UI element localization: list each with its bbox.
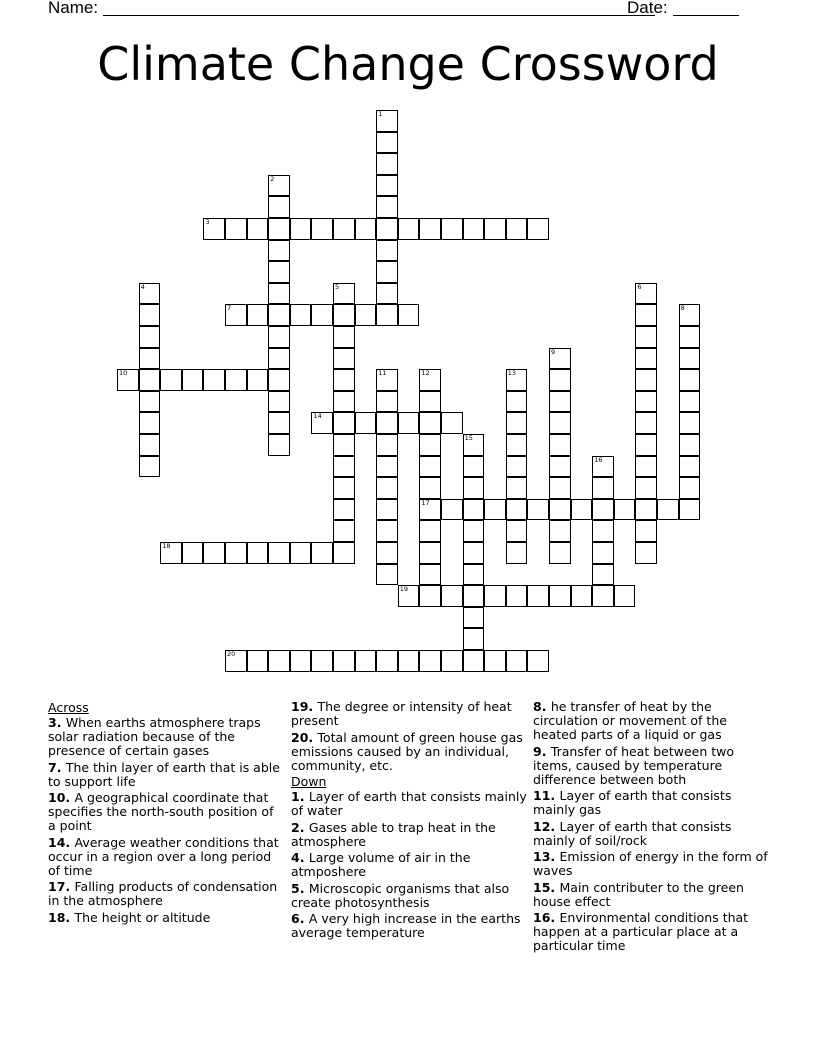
grid-cell[interactable]	[398, 650, 420, 672]
grid-cell[interactable]	[398, 585, 420, 607]
clue-number: 18	[162, 542, 171, 550]
grid-cell[interactable]	[268, 434, 290, 456]
grid-cell[interactable]	[679, 499, 701, 521]
grid-cell[interactable]	[527, 650, 549, 672]
clue-item-text: Transfer of heat between two items, caused by temperature difference between both	[533, 743, 735, 787]
grid-cell[interactable]	[268, 175, 290, 197]
grid-cell[interactable]	[635, 477, 657, 499]
clue-item-number: 19.	[291, 699, 318, 714]
grid-cell[interactable]	[419, 542, 441, 564]
grid-cell[interactable]	[679, 456, 701, 478]
grid-cell[interactable]	[376, 412, 398, 434]
page-title: Climate Change Crossword	[97, 37, 719, 91]
grid-cell[interactable]	[290, 304, 312, 326]
grid-cell[interactable]	[419, 564, 441, 586]
clue-item-number: 2.	[291, 819, 309, 835]
grid-cell[interactable]	[679, 434, 701, 456]
grid-cell[interactable]	[635, 348, 657, 370]
clue-item	[291, 912, 527, 940]
grid-cell[interactable]	[333, 477, 355, 499]
grid-cell[interactable]	[549, 585, 571, 607]
grid-cell[interactable]	[376, 175, 398, 197]
grid-cell[interactable]	[182, 369, 204, 391]
clue-item-number: 4.	[291, 850, 309, 865]
grid-cell[interactable]	[549, 412, 571, 434]
grid-cell[interactable]	[463, 564, 485, 586]
grid-cell[interactable]	[268, 369, 290, 391]
clue-item	[48, 761, 284, 789]
clue-item-number: 6.	[291, 911, 309, 926]
grid-cell[interactable]	[419, 650, 441, 672]
clue-item-text: Environmental conditions that happen at a particular place at a particular time	[533, 910, 749, 953]
grid-cell[interactable]	[333, 412, 355, 434]
clue-item	[291, 851, 527, 879]
grid-cell[interactable]	[225, 304, 247, 326]
clue-item-number: 7.	[48, 759, 66, 775]
grid-cell[interactable]	[333, 369, 355, 391]
grid-cell[interactable]	[203, 369, 225, 391]
grid-cell[interactable]	[484, 585, 506, 607]
grid-cell[interactable]	[247, 218, 269, 240]
grid-cell[interactable]	[333, 326, 355, 348]
grid-cell[interactable]	[268, 283, 290, 305]
grid-cell[interactable]	[614, 585, 636, 607]
grid-cell[interactable]	[268, 261, 290, 283]
clue-item-number: 12.	[533, 818, 560, 834]
clue-number: 20	[227, 650, 236, 658]
grid-cell[interactable]	[679, 477, 701, 499]
grid-cell[interactable]	[592, 542, 614, 564]
grid-cell[interactable]	[333, 542, 355, 564]
grid-cell[interactable]	[506, 434, 528, 456]
clue-item-text: Gases able to trap heat in the atmosphere	[291, 819, 496, 849]
clue-item-text: Layer of earth that consists mainly gas	[533, 788, 732, 817]
grid-cell[interactable]	[679, 326, 701, 348]
clue-item-text: Total amount of green house gas emissions caused by an individual, community, etc.	[291, 729, 523, 773]
clue-item	[533, 700, 769, 742]
grid-cell[interactable]	[268, 196, 290, 218]
grid-cell[interactable]	[635, 456, 657, 478]
grid-cell[interactable]	[376, 499, 398, 521]
grid-cell[interactable]	[527, 218, 549, 240]
clue-item	[48, 716, 284, 758]
grid-cell[interactable]	[139, 326, 161, 348]
date-label: Date:	[627, 0, 668, 17]
grid-cell[interactable]	[463, 477, 485, 499]
clue-item	[533, 820, 769, 848]
grid-cell[interactable]	[225, 369, 247, 391]
clue-number: 15	[464, 434, 473, 442]
grid-cell[interactable]	[549, 391, 571, 413]
clue-item-text: Microscopic organisms that also create photosynthesis	[291, 880, 510, 910]
clue-item-text: Falling products of condensation in the atmosphere	[48, 879, 278, 908]
grid-cell[interactable]	[484, 499, 506, 521]
grid-cell[interactable]	[506, 218, 528, 240]
grid-cell[interactable]	[592, 499, 614, 521]
grid-cell[interactable]	[376, 283, 398, 305]
grid-cell[interactable]	[506, 412, 528, 434]
clue-heading: Down	[291, 774, 327, 789]
grid-cell[interactable]	[527, 585, 549, 607]
clue-item	[291, 790, 527, 818]
grid-cell[interactable]	[355, 650, 377, 672]
grid-cell[interactable]	[268, 240, 290, 262]
clue-number: 17	[421, 498, 430, 507]
grid-cell[interactable]	[463, 434, 485, 456]
grid-cell[interactable]	[333, 391, 355, 413]
clue-item-number: 3.	[48, 715, 66, 730]
grid-cell[interactable]	[333, 304, 355, 326]
clue-heading: Across	[48, 700, 89, 715]
grid-cell[interactable]	[463, 607, 485, 629]
grid-cell[interactable]	[376, 304, 398, 326]
grid-cell[interactable]	[247, 304, 269, 326]
clue-item-text: When earths atmosphere traps solar radiation because of the presence of certain gases	[48, 715, 261, 758]
clue-item-number: 17.	[48, 879, 75, 894]
grid-cell[interactable]	[592, 520, 614, 542]
grid-cell[interactable]	[463, 585, 485, 607]
grid-cell[interactable]	[506, 369, 528, 391]
grid-cell[interactable]	[506, 499, 528, 521]
grid-cell[interactable]	[268, 542, 290, 564]
grid-cell[interactable]	[506, 650, 528, 672]
grid-cell[interactable]	[635, 520, 657, 542]
grid-cell[interactable]	[635, 304, 657, 326]
clue-item	[291, 882, 527, 910]
grid-cell[interactable]	[419, 412, 441, 434]
grid-cell[interactable]	[376, 434, 398, 456]
grid-cell[interactable]	[333, 218, 355, 240]
grid-cell[interactable]	[506, 391, 528, 413]
clue-item	[533, 850, 769, 878]
grid-cell[interactable]	[463, 218, 485, 240]
grid-cell[interactable]	[160, 369, 182, 391]
grid-cell[interactable]	[311, 304, 333, 326]
grid-cell[interactable]	[635, 326, 657, 348]
grid-cell[interactable]	[268, 412, 290, 434]
grid-cell[interactable]	[549, 434, 571, 456]
grid-cell[interactable]	[441, 499, 463, 521]
grid-cell[interactable]	[225, 650, 247, 672]
clue-item-number: 13.	[533, 849, 560, 864]
grid-cell[interactable]	[333, 456, 355, 478]
grid-cell[interactable]	[463, 456, 485, 478]
grid-cell[interactable]	[463, 499, 485, 521]
clue-item	[533, 745, 769, 787]
grid-cell[interactable]	[549, 477, 571, 499]
clue-number: 4	[140, 282, 145, 291]
name-label: Name:	[48, 0, 99, 17]
clues-column-2	[291, 700, 527, 943]
grid-cell[interactable]	[398, 412, 420, 434]
grid-cell[interactable]	[247, 650, 269, 672]
grid-cell[interactable]	[419, 391, 441, 413]
clue-number: 1	[378, 110, 383, 118]
grid-cell[interactable]	[311, 650, 333, 672]
grid-cell[interactable]	[679, 369, 701, 391]
grid-cell[interactable]	[333, 650, 355, 672]
clue-item	[533, 789, 769, 817]
grid-cell[interactable]	[139, 456, 161, 478]
grid-cell[interactable]	[549, 542, 571, 564]
grid-cell[interactable]	[139, 283, 161, 305]
clue-item	[48, 836, 284, 878]
grid-cell[interactable]	[592, 564, 614, 586]
grid-cell[interactable]	[635, 412, 657, 434]
clue-item-text: Emission of energy in the form of waves	[533, 849, 768, 878]
grid-cell[interactable]	[247, 542, 269, 564]
grid-cell[interactable]	[376, 477, 398, 499]
clue-number: 19	[399, 585, 409, 594]
grid-cell[interactable]	[376, 564, 398, 586]
grid-cell[interactable]	[679, 391, 701, 413]
grid-cell[interactable]	[506, 456, 528, 478]
grid-cell[interactable]	[376, 153, 398, 175]
clues-column-3	[533, 700, 769, 956]
clue-item-number: 8.	[533, 699, 551, 714]
grid-cell[interactable]	[506, 542, 528, 564]
grid-cell[interactable]	[117, 369, 139, 391]
grid-cell[interactable]	[139, 348, 161, 370]
grid-cell[interactable]	[463, 542, 485, 564]
grid-cell[interactable]	[592, 477, 614, 499]
grid-cell[interactable]	[376, 542, 398, 564]
grid-cell[interactable]	[419, 520, 441, 542]
grid-cell[interactable]	[376, 240, 398, 262]
grid-cell[interactable]	[419, 434, 441, 456]
grid-cell[interactable]	[355, 218, 377, 240]
grid-cell[interactable]	[657, 499, 679, 521]
clue-number: 6	[637, 282, 642, 291]
clue-number: 5	[335, 282, 340, 291]
grid-cell[interactable]	[225, 218, 247, 240]
grid-cell[interactable]	[549, 520, 571, 542]
grid-cell[interactable]	[376, 369, 398, 391]
grid-cell[interactable]	[635, 283, 657, 305]
clue-number: 12	[421, 369, 430, 378]
grid-cell[interactable]	[571, 499, 593, 521]
grid-cell[interactable]	[463, 520, 485, 542]
grid-cell[interactable]	[419, 499, 441, 521]
grid-cell[interactable]	[290, 650, 312, 672]
grid-cell[interactable]	[139, 412, 161, 434]
grid-cell[interactable]	[225, 542, 247, 564]
grid-cell[interactable]	[549, 348, 571, 370]
clue-item-number: 18.	[48, 909, 75, 925]
clue-item	[291, 731, 527, 773]
clue-item-text: A very high increase in the earths average temperature	[291, 911, 521, 940]
grid-cell[interactable]	[549, 456, 571, 478]
grid-cell[interactable]	[549, 499, 571, 521]
grid-cell[interactable]	[311, 412, 333, 434]
grid-cell[interactable]	[679, 348, 701, 370]
grid-cell[interactable]	[376, 132, 398, 154]
grid-cell[interactable]	[484, 650, 506, 672]
clue-item-number: 15.	[533, 879, 560, 895]
grid-cell[interactable]	[398, 304, 420, 326]
grid-cell[interactable]	[463, 628, 485, 650]
grid-cell[interactable]	[527, 499, 549, 521]
grid-cell[interactable]	[376, 218, 398, 240]
grid-cell[interactable]	[441, 218, 463, 240]
clue-item-number: 10.	[48, 790, 75, 805]
clue-item-number: 9.	[533, 743, 551, 759]
grid-cell[interactable]	[506, 585, 528, 607]
clue-item	[533, 881, 769, 909]
clue-item-text: Layer of earth that consists mainly of water	[291, 789, 527, 818]
grid-cell[interactable]	[376, 520, 398, 542]
clue-item-text: Average weather conditions that occur in a region over a long period of time	[48, 834, 279, 878]
grid-cell[interactable]	[203, 542, 225, 564]
grid-cell[interactable]	[441, 650, 463, 672]
clue-item	[533, 911, 769, 953]
grid-cell[interactable]	[182, 542, 204, 564]
grid-cell[interactable]	[419, 456, 441, 478]
clue-item-text: The degree or intensity of heat present	[291, 699, 512, 728]
grid-cell[interactable]	[592, 456, 614, 478]
grid-cell[interactable]	[419, 218, 441, 240]
clue-item-text: Large volume of air in the atmposhere	[291, 850, 471, 879]
grid-cell[interactable]	[290, 542, 312, 564]
grid-cell[interactable]	[139, 369, 161, 391]
grid-cell[interactable]	[311, 218, 333, 240]
grid-cell[interactable]	[376, 196, 398, 218]
grid-cell[interactable]	[268, 391, 290, 413]
clue-item-number: 20.	[291, 729, 318, 745]
grid-cell[interactable]	[268, 326, 290, 348]
grid-cell[interactable]	[506, 477, 528, 499]
clue-number: 14	[313, 412, 322, 421]
clue-item-number: 16.	[533, 910, 560, 925]
grid-cell[interactable]	[635, 391, 657, 413]
clue-item	[48, 911, 284, 925]
grid-cell[interactable]	[333, 520, 355, 542]
clue-item-number: 14.	[48, 834, 75, 850]
clue-item-text: A geographical coordinate that specifies the north-south position of a point	[48, 790, 274, 833]
grid-cell[interactable]	[376, 110, 398, 132]
grid-cell[interactable]	[571, 585, 593, 607]
grid-cell[interactable]	[398, 218, 420, 240]
grid-cell[interactable]	[419, 585, 441, 607]
clue-item	[48, 880, 284, 908]
grid-cell[interactable]	[376, 456, 398, 478]
clue-number: 2	[270, 174, 275, 183]
grid-cell[interactable]	[268, 650, 290, 672]
clue-item-number: 11.	[533, 788, 560, 803]
grid-cell[interactable]	[635, 542, 657, 564]
clue-item-text: The thin layer of earth that is able to support life	[48, 759, 280, 789]
grid-cell[interactable]	[679, 304, 701, 326]
clue-number: 3	[205, 218, 210, 226]
clue-number: 13	[507, 369, 517, 378]
grid-cell[interactable]	[614, 499, 636, 521]
grid-cell[interactable]	[679, 412, 701, 434]
grid-cell[interactable]	[419, 477, 441, 499]
grid-cell[interactable]	[441, 412, 463, 434]
grid-cell[interactable]	[355, 412, 377, 434]
grid-cell[interactable]	[290, 218, 312, 240]
grid-cell[interactable]	[376, 650, 398, 672]
grid-cell[interactable]	[160, 542, 182, 564]
grid-cell[interactable]	[247, 369, 269, 391]
clue-number: 7	[227, 304, 232, 313]
grid-cell[interactable]	[268, 218, 290, 240]
clue-item-text: Main contributer to the green house effect	[533, 879, 744, 909]
clue-number: 9	[551, 347, 556, 356]
grid-cell[interactable]	[506, 520, 528, 542]
grid-cell[interactable]	[441, 585, 463, 607]
clue-number: 16	[594, 455, 603, 464]
clue-item	[291, 821, 527, 849]
clue-item-text: Layer of earth that consists mainly of soil/rock	[533, 818, 732, 848]
clue-item-text: he transfer of heat by the circulation or movement of the heated parts of a liquid or gas	[533, 699, 727, 742]
grid-cell[interactable]	[592, 585, 614, 607]
grid-cell[interactable]	[635, 369, 657, 391]
clue-item-number: 5.	[291, 880, 309, 896]
clue-number: 8	[680, 304, 685, 313]
grid-cell[interactable]	[268, 304, 290, 326]
grid-cell[interactable]	[139, 391, 161, 413]
clue-item	[291, 700, 527, 728]
grid-cell[interactable]	[419, 369, 441, 391]
grid-cell[interactable]	[635, 434, 657, 456]
grid-cell[interactable]	[311, 542, 333, 564]
grid-cell[interactable]	[463, 650, 485, 672]
grid-cell[interactable]	[333, 434, 355, 456]
clues-column-1	[48, 700, 284, 927]
grid-cell[interactable]	[376, 261, 398, 283]
grid-cell[interactable]	[376, 391, 398, 413]
clue-item	[48, 791, 284, 833]
clue-item-number: 1.	[291, 789, 309, 804]
clue-number: 11	[378, 369, 387, 378]
grid-cell[interactable]	[268, 348, 290, 370]
clue-item-text: The height or altitude	[74, 909, 211, 925]
grid-cell[interactable]	[635, 499, 657, 521]
grid-cell[interactable]	[484, 218, 506, 240]
grid-cell[interactable]	[203, 218, 225, 240]
grid-cell[interactable]	[333, 499, 355, 521]
grid-cell[interactable]	[549, 369, 571, 391]
clue-number: 10	[119, 369, 128, 378]
grid-cell[interactable]	[333, 283, 355, 305]
grid-cell[interactable]	[333, 348, 355, 370]
grid-cell[interactable]	[139, 434, 161, 456]
grid-cell[interactable]	[355, 304, 377, 326]
grid-cell[interactable]	[139, 304, 161, 326]
